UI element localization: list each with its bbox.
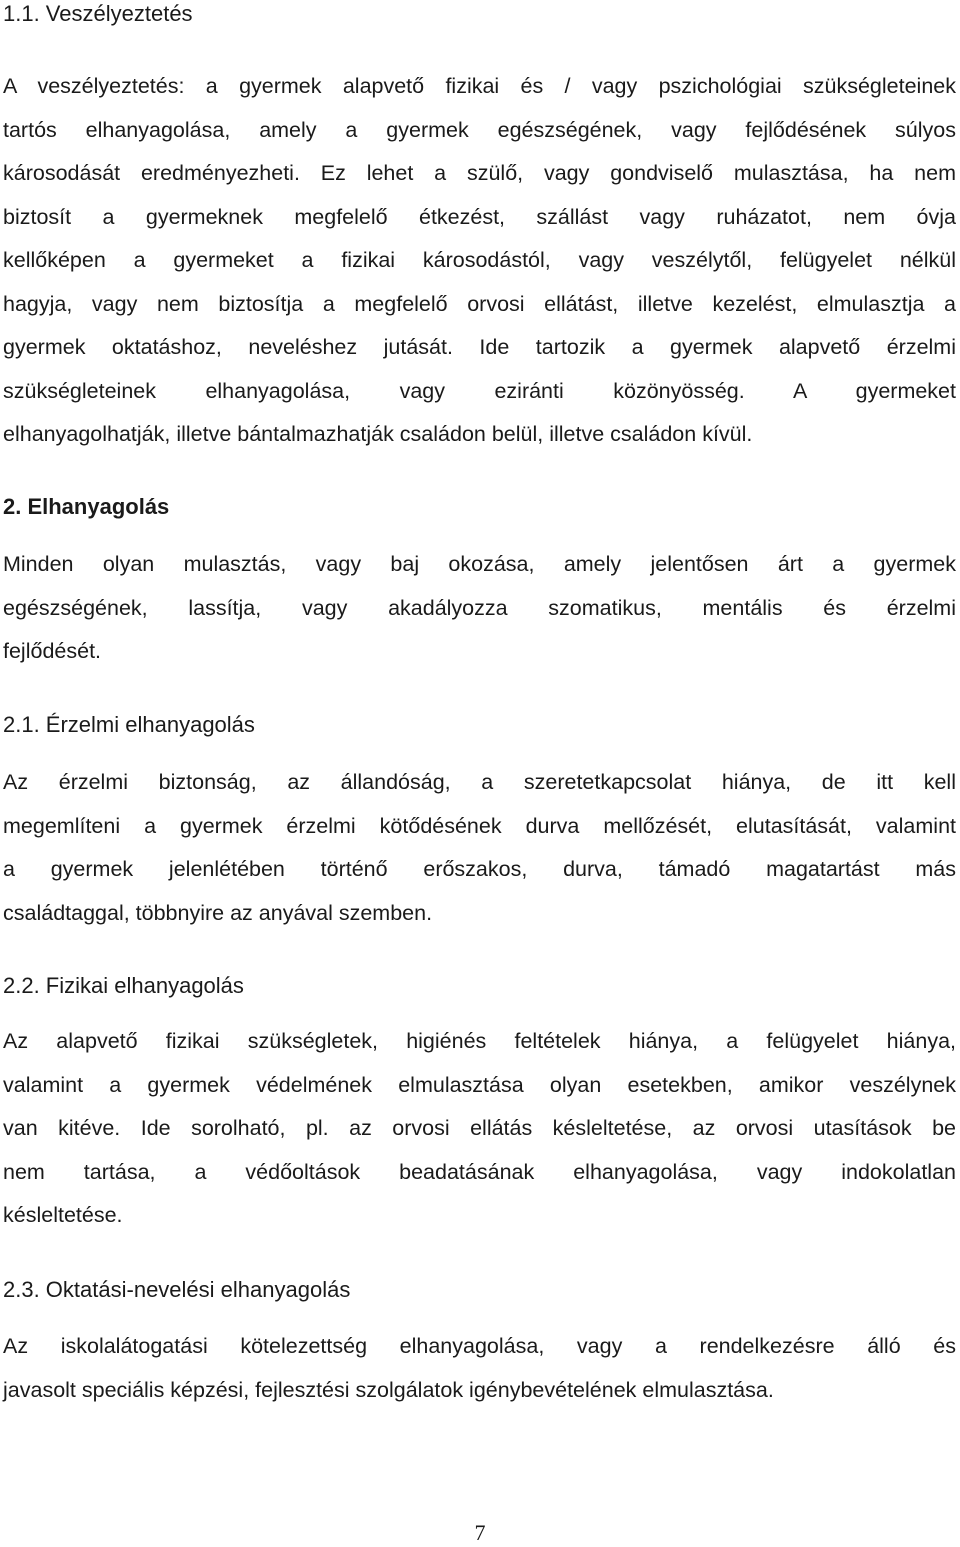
text-line: A veszélyeztetés: a gyermek alapvető fizikai és / vagy pszichológiai szükségleteinek	[3, 74, 956, 98]
text-line: van kitéve. Ide sorolható, pl. az orvosi ellátás késleltetése, az orvosi utasítások be	[3, 1116, 956, 1140]
text-line: tartós elhanyagolása, amely a gyermek egészségének, vagy fejlődésének súlyos	[3, 117, 956, 142]
text-line: egészségének, lassítja, vagy akadályozza szomatikus, mentális és érzelmi	[3, 595, 956, 620]
text-line: biztosít a gyermeknek megfelelő étkezést, szállást vagy ruházatot, nem óvja	[3, 204, 956, 229]
text-line: megemlíteni a gyermek érzelmi kötődésének durva mellőzését, elutasítását, valamint	[3, 813, 956, 838]
text-line: valamint a gyermek védelmének elmulasztása olyan esetekben, amikor veszélynek	[3, 1072, 956, 1097]
text-line: késleltetése.	[3, 1203, 123, 1227]
section-paragraph-2-2	[3, 1020, 956, 1238]
text-line: hagyja, vagy nem biztosítja a megfelelő orvosi ellátást, illetve kezelést, elmulasztja a	[3, 291, 956, 316]
page-number: 7	[474, 1520, 486, 1545]
text-line: elhanyagolhatják, illetve bántalmazhatják családon belül, illetve családon kívül.	[3, 422, 753, 446]
text-line: gyermek oktatáshoz, neveléshez jutását. Ide tartozik a gyermek alapvető érzelmi	[3, 335, 956, 359]
section-paragraph-1-1	[3, 65, 956, 457]
text-line: Az iskolalátogatási kötelezettség elhanyagolása, vagy a rendelkezésre álló és	[3, 1334, 956, 1358]
section-heading-1-1: 1.1. Veszélyeztetés	[3, 1, 193, 26]
text-line: családtaggal, többnyire az anyával szemben.	[3, 900, 433, 925]
section-heading-2-2: 2.2. Fizikai elhanyagolás	[3, 973, 244, 998]
text-line: fejlődését.	[3, 639, 102, 663]
section-paragraph-2-1	[3, 761, 956, 935]
section-heading-2: 2. Elhanyagolás	[3, 494, 170, 519]
section-paragraph-2	[3, 543, 956, 674]
text-line: szükségleteinek elhanyagolása, vagy eziránti közönyösség. A gyermeket	[3, 378, 956, 403]
text-line: a gyermek jelenlétében történő erőszakos, durva, támadó magatartást más	[3, 857, 956, 881]
text-line: javasolt speciális képzési, fejlesztési szolgálatok igénybevételének elmulasztása.	[3, 1377, 774, 1402]
section-heading-2-1: 2.1. Érzelmi elhanyagolás	[3, 712, 255, 737]
text-line: nem tartása, a védőoltások beadatásának elhanyagolása, vagy indokolatlan	[3, 1159, 956, 1184]
text-line: Minden olyan mulasztás, vagy baj okozása, amely jelentősen árt a gyermek	[3, 552, 956, 576]
text-line: kellőképen a gyermeket a fizikai károsodástól, vagy veszélytől, felügyelet nélkül	[3, 248, 956, 272]
section-paragraph-2-3	[3, 1325, 956, 1412]
text-line: károsodását eredményezheti. Ez lehet a szülő, vagy gondviselő mulasztása, ha nem	[3, 161, 956, 185]
text-line: Az érzelmi biztonság, az állandóság, a szeretetkapcsolat hiánya, de itt kell	[3, 770, 956, 794]
text-line: Az alapvető fizikai szükségletek, higiénés feltételek hiánya, a felügyelet hiánya,	[3, 1029, 956, 1053]
section-heading-2-3: 2.3. Oktatási-nevelési elhanyagolás	[3, 1277, 351, 1302]
